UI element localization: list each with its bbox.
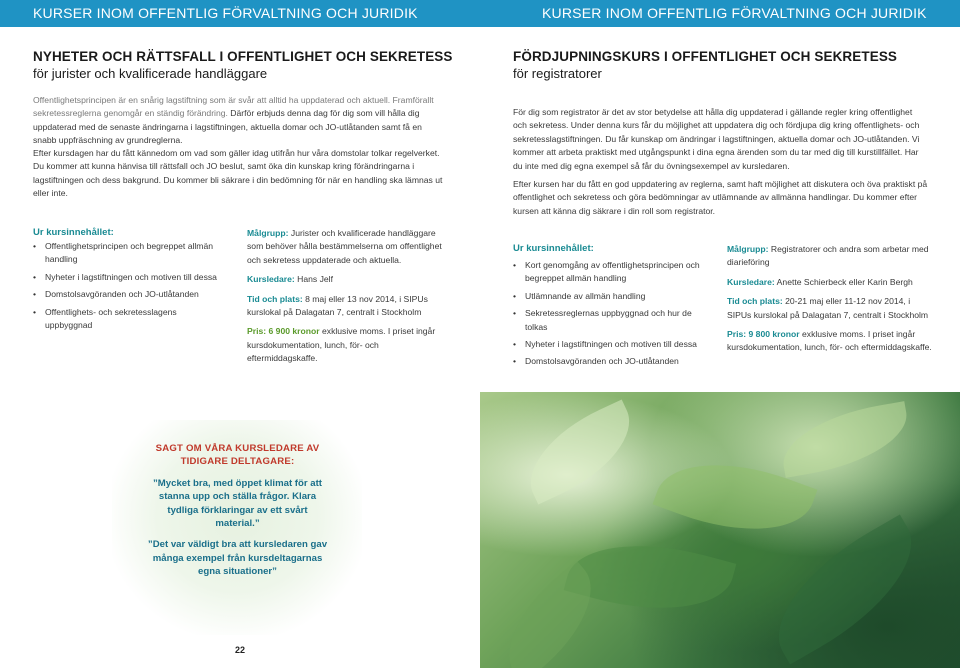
time-place: [727, 295, 932, 322]
list-item: • Offentlighetsprincipen och begreppet allmän handling: [33, 240, 223, 267]
leaf-shape: [513, 399, 647, 504]
leader-label: Kursledare:: [727, 276, 775, 287]
time-label: Tid och plats:: [727, 296, 783, 307]
course-leader: [247, 273, 447, 286]
list-item: • Utlämnande av allmän handling: [513, 290, 708, 303]
testimonial-quote: ”Det var väldigt bra att kursledaren gav många exempel från kursdeltagarnas egna situationer”: [147, 539, 328, 578]
course-content-list: [33, 240, 223, 336]
price-label: Pris:: [247, 326, 267, 337]
course-info: [727, 243, 932, 361]
target-label: Målgrupp:: [247, 228, 289, 238]
testimonial-quote: ”Mycket bra, med öppet klimat för att stanna upp och ställa frågor. Klara tydliga förklaringar av ett svårt material.”: [153, 477, 322, 530]
course-subtitle: för jurister och kvalificerade handläggare: [33, 66, 268, 81]
leaf-shape: [564, 522, 737, 631]
intro-gray-text: Offentlighetsprincipen är en snårig lagstiftning som är svår att alltid ha uppdaterad och aktuell. Framförallt sekretessreglerna genomgår en ständig förändring.: [33, 95, 434, 119]
target-text: Registratorer och andra som arbetar med diarieföring: [727, 244, 929, 268]
time-label: Tid och plats:: [247, 293, 303, 304]
outcome-paragraph: Efter kursen har du fått en god uppdatering av reglerna, samt haft möjlighet att diskutera och öva praktiskt på offentlighet och sekretess och göra bedömningar av utlämnande av allmänna handlingar. Du kommer efter kursen att känna dig säkrare i din roll som registrator.: [513, 179, 928, 216]
price-amount: 9 800 kronor: [746, 329, 800, 340]
list-item: • Domstolsavgöranden och JO-utlåtanden: [513, 355, 708, 368]
course-subtitle: för registratorer: [513, 66, 602, 81]
outcome-paragraph: Efter kursdagen har du fått kännedom om vad som gäller idag utifrån hur våra domstolar tolkar regelverket. Du kommer att kunna hänvisa till rättsfall och JO beslut, samt öka din kunskap kring förändringarna i lagstiftningen och dess bakgrund. Du kommer bli säkrare i din bedömning för när en handling ska lämnas ut eller inte.: [33, 148, 443, 199]
target-text: Jurister och kvalificerade handläggare som behöver hålla bestämmelserna om offentlighet och sekretess uppdaterade och aktuella.: [247, 228, 442, 265]
intro-paragraph: [33, 94, 443, 148]
intro-paragraph: För dig som registrator är det av stor betydelse att hålla dig uppdaterad i gällande regler kring offentlighet och sekretess. Under denna kurs får du möjlighet att uppdatera dig och fördjupa dig kring offentlighets- och sekretesslagstiftningen. Du får kunskap om ändringar i lagstiftningen, aktuella domar och JO-utlåtanden. Vi kommer att arbeta praktiskt med utgångspunkt i dina egna ärenden som du tar med dig till kurstillfället. Har du inte med dig egna exempel så får du övningsexempel av kursledaren.: [513, 107, 920, 171]
list-item: • Sekretessreglernas uppbyggnad och hur de tolkas: [513, 307, 708, 334]
list-item: • Domstolsavgöranden och JO-utlåtanden: [33, 288, 223, 301]
price: [727, 328, 932, 355]
price-amount: 6 900 kronor: [266, 326, 320, 337]
target-label: Målgrupp:: [727, 244, 769, 254]
time-text: 8 maj eller 13 nov 2014, i SIPUs kurslokal på Dalagatan 7, centralt i Stockholm: [247, 293, 428, 318]
price: [247, 325, 447, 365]
right-page: [480, 0, 960, 668]
course-content-list: [513, 259, 708, 373]
target-group: [727, 243, 932, 270]
course-title: NYHETER OCH RÄTTSFALL I OFFENTLIGHET OCH SEKRETESS: [33, 49, 453, 64]
course-content-heading: Ur kursinnehållet:: [513, 243, 594, 254]
list-item: • Kort genomgång av offentlighetsprincipen och begreppet allmän handling: [513, 259, 708, 286]
page-number: 22: [234, 645, 245, 655]
price-text: exklusive moms. I priset ingår kursdokumentation, lunch, för- och eftermiddagskaffe.: [727, 329, 932, 353]
leader-label: Kursledare:: [247, 274, 295, 285]
course-title: FÖRDJUPNINGSKURS I OFFENTLIGHET OCH SEKRETESS: [513, 49, 898, 64]
time-place: [247, 293, 447, 320]
list-item: • Offentlighets- och sekretesslagens uppbyggnad: [33, 306, 223, 333]
list-item: • Nyheter i lagstiftningen och motiven till dessa: [513, 338, 708, 351]
course-leader: [727, 276, 932, 289]
section-banner: KURSER INOM OFFENTLIG FÖRVALTNING OCH JURIDIK: [0, 0, 480, 27]
testimonial-heading: SAGT OM VÅRA KURSLEDARE AV TIDIGARE DELTAGARE:: [155, 443, 320, 468]
leaves-photo: [480, 392, 960, 668]
course-content-heading: Ur kursinnehållet:: [33, 227, 114, 238]
list-item: • Nyheter i lagstiftningen och motiven till dessa: [33, 271, 223, 284]
testimonial-quotes: [145, 477, 330, 579]
intro-text: Därför erbjuds denna dag för dig som vill hålla dig uppdaterad med de senaste ändringarna i lagstiftningen, aktuella domar och JO-utlåtanden samt få en snabb uppfräschning av grundreglerna.: [33, 108, 422, 146]
time-text: 20-21 maj eller 11-12 nov 2014, i SIPUs kurslokal på Dalagatan 7, centralt i Stockholm: [727, 296, 929, 320]
leaf-shape: [753, 515, 938, 665]
section-banner: KURSER INOM OFFENTLIG FÖRVALTNING OCH JURIDIK: [480, 0, 960, 27]
testimonial-box: [145, 442, 330, 587]
price-label: Pris:: [727, 329, 747, 340]
leader-text: Hans Jelf: [294, 274, 333, 285]
leader-text: Anette Schierbeck eller Karin Bergh: [774, 276, 913, 287]
target-group: [247, 227, 447, 267]
price-text: exklusive moms. I priset ingår kursdokumentation, lunch, för- och eftermiddagskaffe.: [247, 326, 436, 364]
course-info: [247, 227, 447, 372]
leaf-shape: [776, 401, 914, 478]
